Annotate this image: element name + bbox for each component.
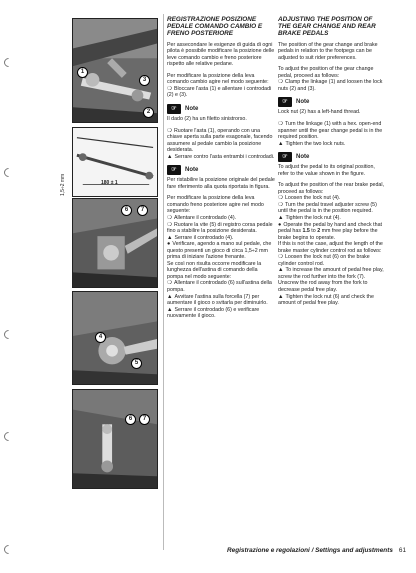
english-rod-intro: If this is not the case, adjust the length of the brake master cylinder control rod as follows: (278, 241, 383, 254)
english-step-4: ❍ Loosen the lock nut (4). (278, 195, 341, 202)
italian-brake-intro: Per modificare la posizione della leva comando freno posteriore agire nel modo seguente: (167, 195, 264, 215)
step-circle-icon: ❍ (167, 127, 172, 134)
step-circle-icon: ❍ (278, 254, 283, 261)
callout-3: 3 (139, 75, 150, 86)
english-step-1: ❍ Clamp the linkage (1) and loosen the lock nuts (2) and (3). (278, 79, 383, 92)
step-circle-icon: ❍ (167, 215, 172, 221)
english-step-2: ❍ Turn the linkage (1) with a hex. open-end spanner until the gear change pedal is in the required position. (278, 120, 383, 141)
callout-4: 4 (95, 332, 106, 343)
note-hand-icon: ☞ (278, 97, 292, 107)
italian-step-1: ❍ Bloccare l'asta (1) e allentare i controdadi (2) e (3). (167, 85, 272, 99)
note-hand-icon: ☞ (278, 152, 292, 162)
photo-master-cylinder (72, 389, 158, 489)
english-step-8: ❍ Loosen the lock nut (6) on the brake cylinder control rod. (278, 254, 370, 267)
step-triangle-icon: ▲ (278, 293, 284, 300)
binding-hole (2, 430, 15, 443)
photo-linkage-measure (72, 127, 158, 197)
italian-note-1: Il dado (2) ha un filetto sinistrorso. (167, 115, 247, 122)
photo-brake-adjuster (72, 291, 158, 385)
italian-step-6: ▲ Serrare il controdado (4). (167, 234, 234, 241)
side-measure-label: 1,5÷2 mm (60, 173, 66, 196)
binding-hole (2, 543, 15, 556)
footer-section: Registrazione e regolazioni / Settings and adjustments (227, 547, 393, 554)
column-divider (163, 14, 164, 550)
italian-step-3: ▲ Serrare contro l'asta entrambi i controdadi. (167, 153, 275, 160)
italian-step-5: ❍ Ruotare la vite (5) di registro corsa pedale fino a stabilire la posizione desiderata. (167, 221, 273, 235)
italian-note-2-header: ☞ Note (167, 165, 275, 175)
step-circle-icon: ❍ (167, 280, 172, 287)
english-step-9: ▲ To increase the amount of pedal free play, screw the rod further into the fork (7). Unscrew the rod away from the fork to decrease pedal free play. (278, 267, 384, 294)
english-step-10: ▲ Tighten the lock nut (6) and check the amount of pedal free play. (278, 293, 374, 307)
step-circle-icon: ❍ (167, 85, 172, 92)
english-gear-intro: To adjust the position of the gear change pedal, proceed as follows: (278, 66, 374, 79)
photo-gear-linkage (72, 18, 158, 123)
english-note-2-header: ☞ Note (278, 152, 386, 162)
page-number: 61 (398, 547, 406, 554)
step-circle-icon: ❍ (278, 120, 283, 127)
step-circle-icon: ❍ (167, 221, 172, 228)
english-step-3: ▲ Tighten the two lock nuts. (278, 140, 346, 147)
italian-column (167, 16, 275, 320)
step-triangle-icon: ▲ (278, 140, 284, 147)
italian-intro: Per assecondare le esigenze di guida di ogni pilota è possibile modificare la posizione delle leve comando cambio e freno posteriore rispetto alle relative pedane. (167, 41, 275, 68)
page-footer (227, 547, 406, 554)
binding-hole (2, 166, 15, 179)
step-triangle-icon: ▲ (278, 215, 284, 221)
callout-1: 1 (77, 67, 88, 78)
italian-step-4: ❍ Allentare il controdado (4). (167, 215, 237, 221)
english-brake-intro: To adjust the position of the rear brake pedal, proceed as follows: (278, 182, 385, 195)
english-step-7: ● Operate the pedal by hand and check that pedal has 1.5 to 2 mm free play before the brake begins to operate. (278, 221, 382, 241)
english-step-5: ❍ Turn the pedal travel adjuster screw (5) until the pedal is in the position required. (278, 201, 377, 215)
english-note-2: To adjust the pedal to its original position, refer to the value shown in the figure. (278, 164, 375, 177)
note-hand-icon: ☞ (167, 104, 181, 114)
step-triangle-icon: ▲ (167, 234, 173, 241)
italian-step-8: ❍ Allentare il controdado (6) sull'astina della pompa. (167, 280, 272, 294)
note-hand-icon: ☞ (167, 165, 181, 175)
step-dot-icon: ● (278, 221, 282, 228)
step-triangle-icon: ▲ (278, 267, 284, 274)
step-circle-icon: ❍ (278, 79, 283, 86)
italian-note-1-header: ☞ Note (167, 104, 275, 114)
english-note-1-header: ☞ Note (278, 97, 386, 107)
binding-hole (2, 56, 15, 69)
callout-5: 5 (131, 358, 142, 369)
callout-7: 7 (137, 205, 148, 216)
step-dot-icon: ● (167, 241, 171, 248)
english-step-6: ▲ Tighten the lock nut (4). (278, 215, 341, 221)
callout-6: 6 (121, 205, 132, 216)
italian-gear-intro: Per modificare la posizione della leva comando cambio agire nel modo seguente: (167, 72, 269, 86)
italian-heading: REGISTRAZIONE POSIZIONE PEDALE COMANDO CAMBIO E FRENO POSTERIORE (167, 16, 263, 38)
callout-6: 6 (125, 414, 136, 425)
step-circle-icon: ❍ (278, 195, 283, 202)
italian-step-2: ❍ Ruotare l'asta (1), operando con una chiave aperta sulla parte esagonale, facendo assumere al pedale cambio la posizione desiderata. (167, 127, 273, 154)
italian-step-7: ● Verificare, agendo a mano sul pedale, che questo presenti un gioco di circa 1,5÷2 mm prima di iniziare l'azione frenante. (167, 241, 272, 261)
callout-7: 7 (139, 414, 150, 425)
callout-2: 2 (143, 107, 154, 118)
english-note-1: Lock nut (2) has a left-hand thread. (278, 109, 361, 116)
step-circle-icon: ❍ (278, 201, 283, 208)
english-column (278, 16, 386, 307)
italian-note-2: Per ristabilire la posizione originale del pedale fare riferimento alla quota riportata in figura. (167, 177, 275, 190)
english-intro: The position of the gear change and brake pedals in relation to the footpegs can be adjusted to suit rider preferences. (278, 41, 378, 61)
step-triangle-icon: ▲ (167, 306, 173, 313)
measure-label: 180 ± 1 (101, 180, 118, 186)
italian-step-9: ▲ Avvitare l'astina sulla forcella (7) per aumentare il gioco o svitarla per diminuirlo. (167, 293, 268, 307)
step-triangle-icon: ▲ (167, 153, 173, 160)
step-triangle-icon: ▲ (167, 293, 173, 300)
italian-rod-intro: Se così non risulta occorre modificare la lunghezza dell'astina di comando della pompa nel modo seguente: (167, 260, 262, 280)
photo-rear-brake (72, 198, 158, 288)
italian-step-10: ▲ Serrare il controdado (6) e verificare nuovamente il gioco. (167, 306, 260, 320)
binding-hole (2, 328, 15, 341)
english-heading: ADJUSTING THE POSITION OF THE GEAR CHANGE AND REAR BRAKE PEDALS (278, 16, 376, 38)
